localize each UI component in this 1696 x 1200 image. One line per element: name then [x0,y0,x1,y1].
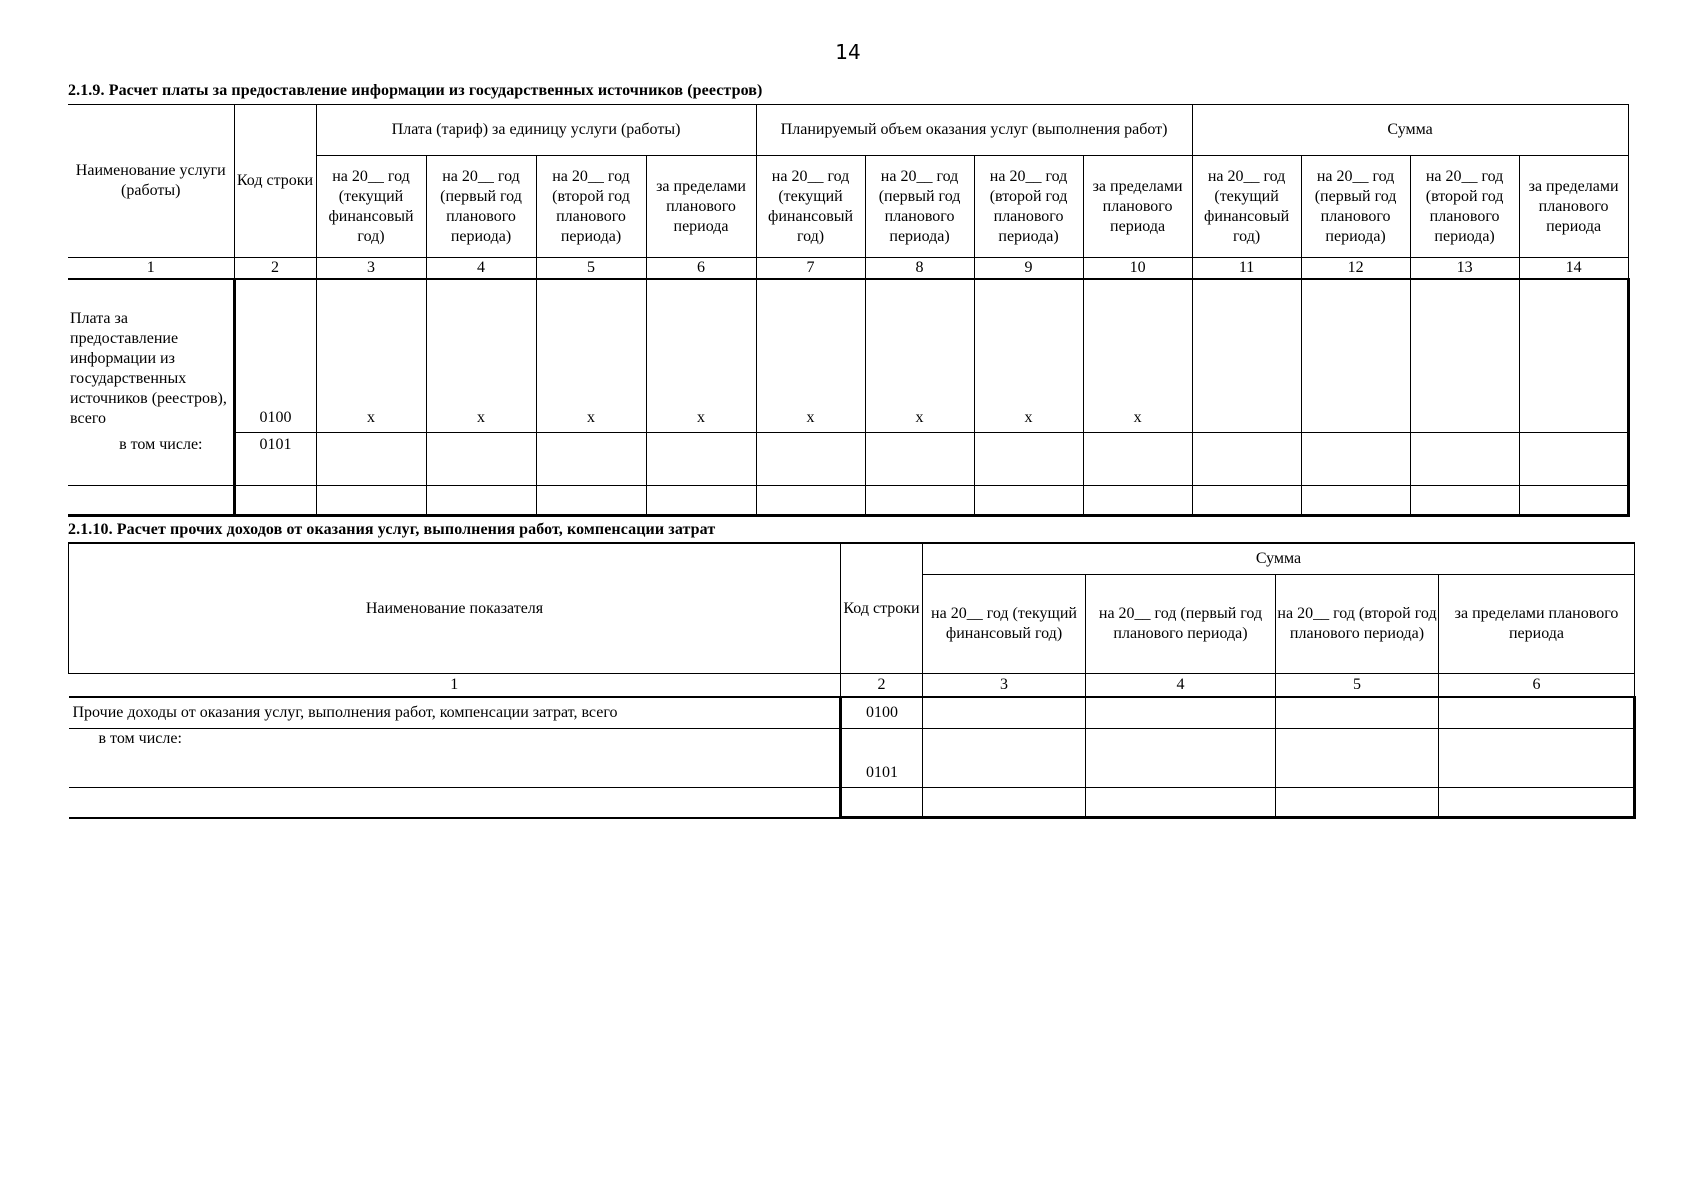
column-number: 2 [234,258,316,280]
input-cell[interactable] [1192,486,1301,516]
row-name-total: Плата за предоставление информации из государственных источников (реестров), всего [68,279,234,433]
na-mark: х [974,279,1083,433]
header-volume-current-year: на 20__ год (текущий финансовый год) [756,156,865,258]
header-sum-current-year: на 20__ год (текущий финансовый год) [923,575,1086,674]
header-line-code: Код строки [841,543,923,674]
column-number: 1 [68,258,234,280]
header-volume-beyond: за пределами планового периода [1083,156,1192,258]
input-cell[interactable] [1083,433,1192,486]
header-sum-beyond: за пределами планового периода [1519,156,1628,258]
header-sum-second-year: на 20__ год (второй год планового периода) [1410,156,1519,258]
header-group-sum: Сумма [1192,105,1628,156]
input-cell[interactable] [316,433,426,486]
fee-calculation-table [68,104,1630,517]
header-sum-first-year: на 20__ год (первый год планового периода) [1086,575,1276,674]
header-tariff-first-year: на 20__ год (первый год планового периода) [426,156,536,258]
header-sum-first-year: на 20__ год (первый год планового периода) [1301,156,1410,258]
header-group-tariff: Плата (тариф) за единицу услуги (работы) [316,105,756,156]
header-volume-second-year: на 20__ год (второй год планового периода) [974,156,1083,258]
input-cell[interactable] [426,433,536,486]
input-cell[interactable] [1086,788,1276,818]
column-number: 5 [536,258,646,280]
input-cell[interactable] [536,486,646,516]
input-cell[interactable] [536,433,646,486]
header-tariff-current-year: на 20__ год (текущий финансовый год) [316,156,426,258]
header-line-code: Код строки [234,105,316,258]
na-mark: х [1083,279,1192,433]
input-cell[interactable] [923,697,1086,729]
input-cell[interactable] [865,433,974,486]
column-number: 6 [1439,674,1635,698]
row-code: 0101 [841,729,923,788]
input-cell[interactable] [1301,279,1410,433]
input-cell[interactable] [923,729,1086,788]
column-number: 12 [1301,258,1410,280]
header-tariff-second-year: на 20__ год (второй год планового периода) [536,156,646,258]
input-cell[interactable] [1439,788,1635,818]
input-cell[interactable] [1519,279,1628,433]
input-cell[interactable] [1086,729,1276,788]
column-number: 2 [841,674,923,698]
input-cell[interactable] [756,433,865,486]
column-number: 9 [974,258,1083,280]
input-cell[interactable] [646,433,756,486]
blank-name-cell[interactable] [68,486,234,516]
column-number: 6 [646,258,756,280]
header-service-name: Наименование услуги (работы) [68,105,234,258]
input-cell[interactable] [974,486,1083,516]
input-cell[interactable] [1276,729,1439,788]
input-cell[interactable] [865,486,974,516]
blank-name-cell[interactable] [69,788,841,818]
column-number: 8 [865,258,974,280]
column-number: 5 [1276,674,1439,698]
header-sum-current-year: на 20__ год (текущий финансовый год) [1192,156,1301,258]
header-sum-beyond: за пределами планового периода [1439,575,1635,674]
table-row [68,433,1628,486]
input-cell[interactable] [1410,486,1519,516]
column-number: 4 [1086,674,1276,698]
na-mark: х [865,279,974,433]
input-cell[interactable] [1410,433,1519,486]
header-volume-first-year: на 20__ год (первый год планового периода) [865,156,974,258]
input-cell[interactable] [756,486,865,516]
column-number: 10 [1083,258,1192,280]
column-number: 4 [426,258,536,280]
input-cell[interactable] [1439,697,1635,729]
input-cell[interactable] [234,486,316,516]
input-cell[interactable] [1519,433,1628,486]
column-number: 11 [1192,258,1301,280]
input-cell[interactable] [1192,279,1301,433]
input-cell[interactable] [1086,697,1276,729]
column-number: 13 [1410,258,1519,280]
input-cell[interactable] [1519,486,1628,516]
table-row [69,697,1635,729]
column-number: 3 [923,674,1086,698]
na-mark: х [646,279,756,433]
input-cell[interactable] [646,486,756,516]
input-cell[interactable] [1439,729,1635,788]
input-cell[interactable] [841,788,923,818]
header-tariff-beyond: за пределами планового периода [646,156,756,258]
row-code: 0101 [234,433,316,486]
column-number: 7 [756,258,865,280]
column-number: 3 [316,258,426,280]
row-name-total: Прочие доходы от оказания услуг, выполнения работ, компенсации затрат, всего [69,697,841,729]
input-cell[interactable] [426,486,536,516]
input-cell[interactable] [974,433,1083,486]
other-income-table [68,542,1636,819]
table-row [68,486,1628,516]
header-group-sum: Сумма [923,543,1635,575]
input-cell[interactable] [1276,788,1439,818]
column-number: 14 [1519,258,1628,280]
page-number: 14 [835,40,861,64]
row-code: 0100 [234,279,316,433]
na-mark: х [756,279,865,433]
row-name-including: в том числе: [68,433,234,486]
input-cell[interactable] [1083,486,1192,516]
table-row [69,788,1635,818]
input-cell[interactable] [923,788,1086,818]
input-cell[interactable] [1192,433,1301,486]
table-row [69,729,1635,788]
input-cell[interactable] [1276,697,1439,729]
header-indicator-name: Наименование показателя [69,543,841,674]
na-mark: х [536,279,646,433]
input-cell[interactable] [1410,279,1519,433]
header-sum-second-year: на 20__ год (второй год планового периода) [1276,575,1439,674]
column-number: 1 [69,674,841,698]
na-mark: х [316,279,426,433]
input-cell[interactable] [316,486,426,516]
input-cell[interactable] [1301,486,1410,516]
row-code: 0100 [841,697,923,729]
input-cell[interactable] [1301,433,1410,486]
section-title-2-1-10: 2.1.10. Расчет прочих доходов от оказания услуг, выполнения работ, компенсации затрат [68,521,716,538]
header-group-volume: Планируемый объем оказания услуг (выполнения работ) [756,105,1192,156]
na-mark: х [426,279,536,433]
section-title-2-1-9: 2.1.9. Расчет платы за предоставление информации из государственных источников (реестров) [68,82,763,99]
table-row [68,279,1628,433]
row-name-including: в том числе: [69,729,841,788]
